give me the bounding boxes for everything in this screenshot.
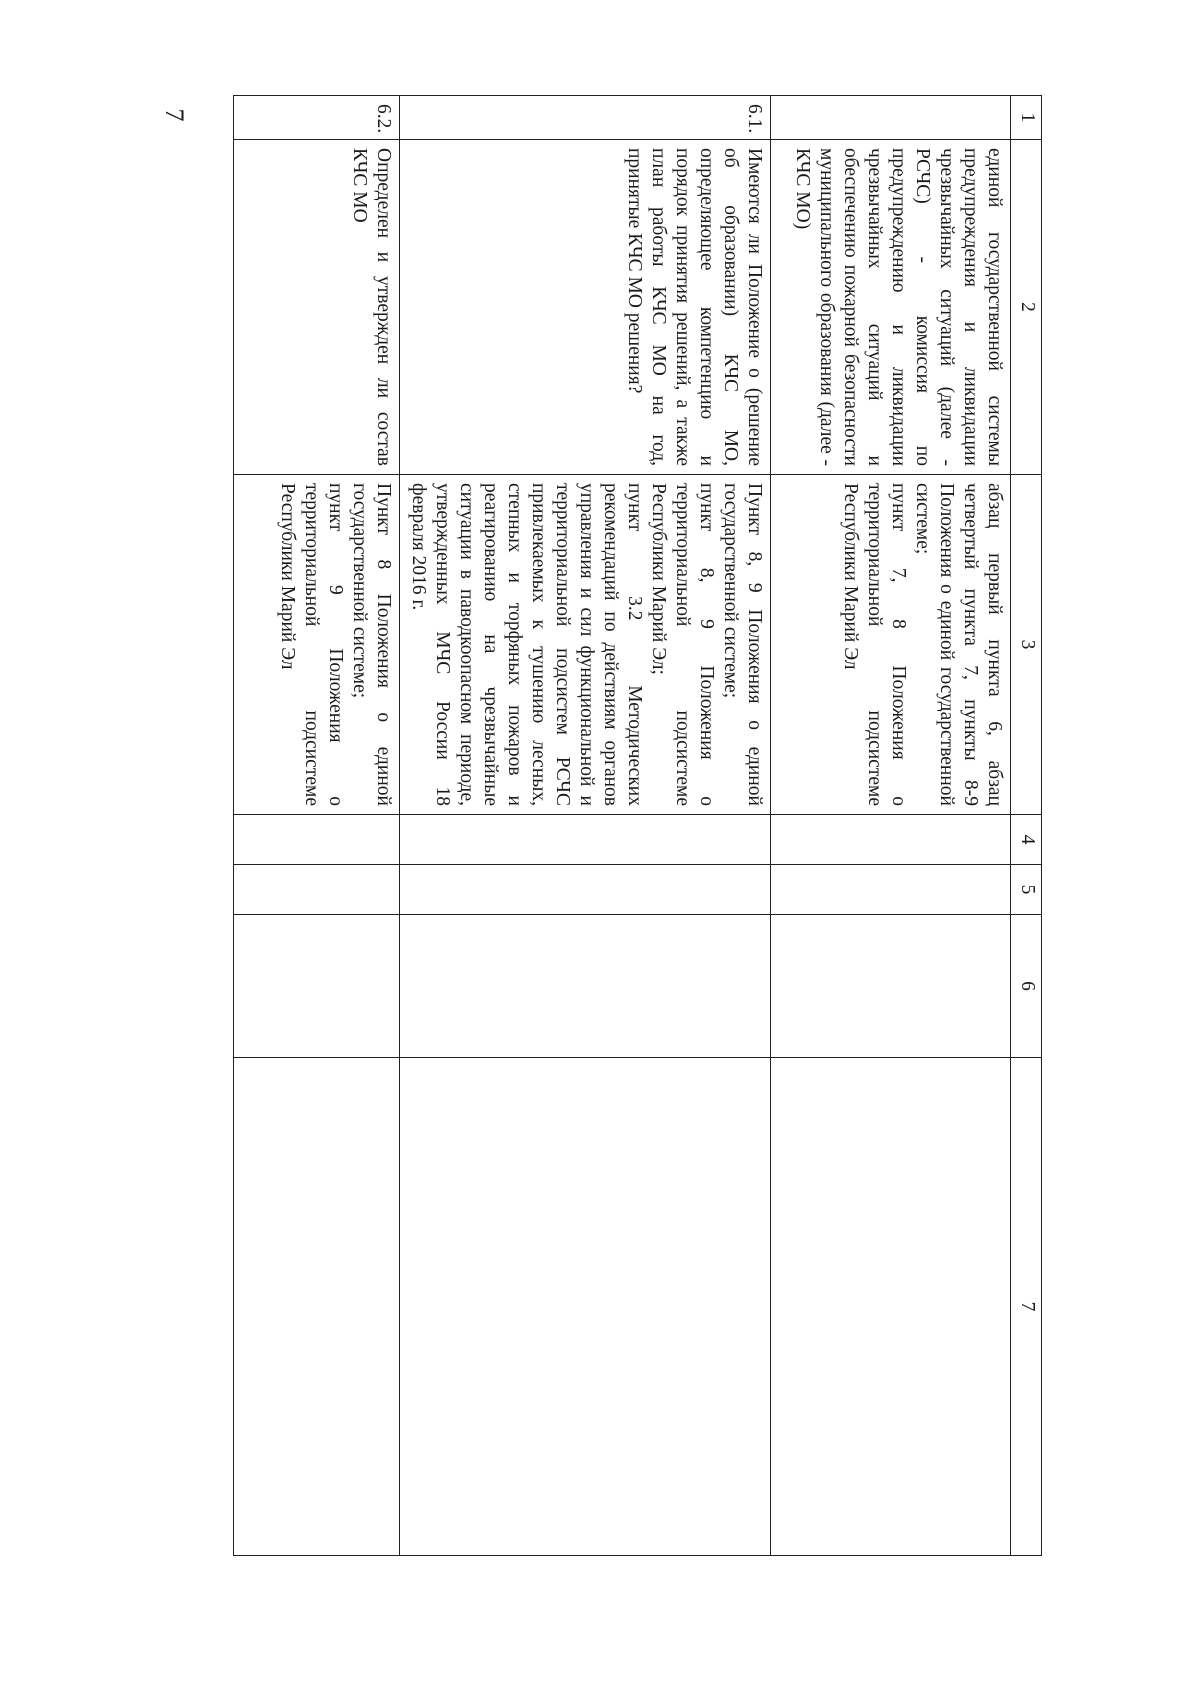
question-cell: единой государственной системы предупреждения и ликвидации чрезвычайных ситуаций (далее - РСЧС) - комиссия по предупреждению и ликвидации чрезвычайных ситуаций и обеспечению пожарной безопасности муниципального образования (далее - КЧС МО) — [771, 140, 1011, 475]
header-col-1: 1 — [1011, 96, 1042, 140]
row-number: 6.2. — [234, 96, 400, 140]
answer-cell-7 — [771, 1058, 1011, 1556]
table-row — [400, 96, 771, 1556]
basis-line: пункт 3.2 Методических рекомендаций по действиям органов управления и сил функциональной и территориальной подсистем РСЧС привлекаемых к тушению лесных, степных и торфяных пожаров и реагированию на чрезвычайные ситуации в паводкоопасном периоде, утвержденных МЧС России 18 февраля 2016 г. — [408, 483, 645, 806]
header-col-4: 4 — [1011, 815, 1042, 865]
answer-cell-7 — [234, 1058, 400, 1556]
header-row — [1011, 96, 1042, 1556]
page-number: 7 — [160, 108, 189, 122]
table-row — [771, 96, 1011, 1556]
header-col-2: 2 — [1011, 140, 1042, 475]
basis-cell — [400, 475, 771, 815]
basis-line: Пункт 8, 9 Положения о единой государственной системе; — [720, 483, 765, 806]
question-cell: Имеются ли Положение о (решение об образовании) КЧС МО, определяющее компетенцию и порядок принятия решений, а также план работы КЧС МО на год, принятые КЧС МО решения? — [400, 140, 771, 475]
answer-cell-6 — [771, 915, 1011, 1058]
table-row — [234, 96, 400, 1556]
basis-line: пункт 7, 8 Положения о территориальной подсистеме Республики Марий Эл — [840, 483, 909, 806]
answer-cell-5 — [771, 865, 1011, 915]
basis-cell — [771, 475, 1011, 815]
rotated-table-container — [212, 95, 1042, 1555]
row-number — [771, 96, 1011, 140]
header-col-3: 3 — [1011, 475, 1042, 815]
question-cell: Определен и утвержден ли состав КЧС МО — [234, 140, 400, 475]
header-col-5: 5 — [1011, 865, 1042, 915]
basis-line: пункт 9 Положения о территориальной подсистеме Республики Марий Эл — [277, 483, 346, 806]
answer-cell-6 — [400, 915, 771, 1058]
row-number: 6.1. — [400, 96, 771, 140]
answer-cell-6 — [234, 915, 400, 1058]
answer-cell-5 — [234, 865, 400, 915]
basis-line: абзац первый пункта 6, абзац четвертый пункта 7, пункты 8-9 Положения о единой государственной системе; — [912, 483, 1005, 806]
answer-cell-4 — [234, 815, 400, 865]
header-col-6: 6 — [1011, 915, 1042, 1058]
answer-cell-4 — [400, 815, 771, 865]
answer-cell-4 — [771, 815, 1011, 865]
answer-cell-7 — [400, 1058, 771, 1556]
basis-line: пункт 8, 9 Положения о территориальной подсистеме Республики Марий Эл; — [648, 483, 717, 806]
basis-line: Пункт 8 Положения о единой государственной системе; — [349, 483, 394, 806]
header-col-7: 7 — [1011, 1058, 1042, 1556]
answer-cell-5 — [400, 865, 771, 915]
basis-cell — [234, 475, 400, 815]
checklist-table — [233, 95, 1042, 1556]
